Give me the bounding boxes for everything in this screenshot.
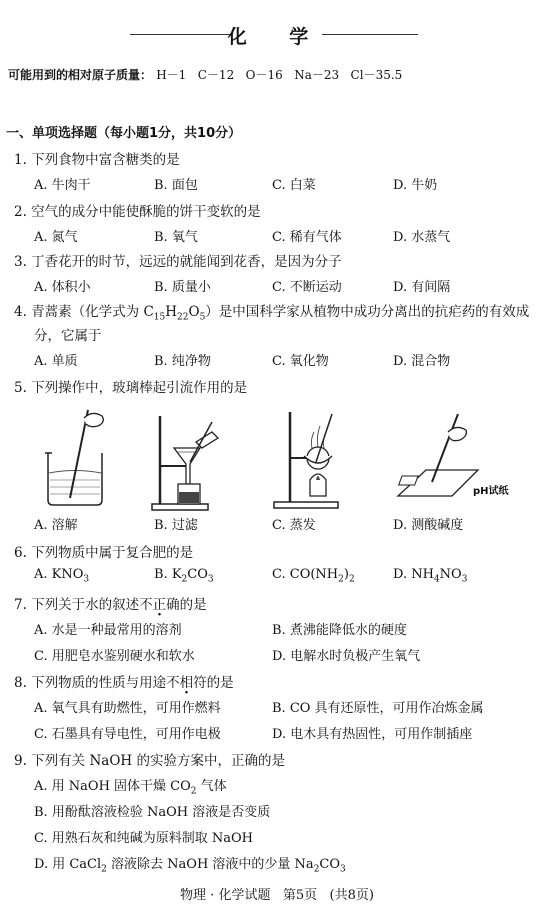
question-9-option-d: D. 用 CaCl$_2$ 溶液除去 NaOH 溶液中的少量 $Na_2CO_3$ — [34, 857, 346, 875]
question-8-option-a: A. 氧气具有助燃性，可用作燃料 — [34, 701, 221, 716]
evaporation-diagram — [272, 406, 352, 511]
question-6-stem: 6. 下列物质中属于复合肥的是 — [14, 545, 194, 561]
question-9-option-b: B. 用酚酞溶液检验 NaOH 溶液是否变质 — [34, 805, 271, 820]
page-footer: 物理 · 化学试题 第5页 (共8页) — [180, 888, 374, 903]
question-5-option-c: C. 蒸发 — [272, 518, 316, 533]
atomic-mass-label: 可能用到的相对原子质量： — [8, 68, 153, 82]
question-5-option-b: B. 过滤 — [154, 518, 198, 533]
question-5-option-a: A. 溶解 — [34, 518, 78, 533]
question-7-option-b: B. 煮沸能降低水的硬度 — [272, 623, 407, 638]
emphasis-text: 不正确 — [139, 597, 180, 613]
question-6-option-b: B. $K_2CO_3$ — [154, 567, 214, 585]
question-3-option-a: A. 体积小 — [34, 280, 91, 295]
question-3-option-c: C. 不断运动 — [272, 280, 342, 295]
question-6-option-a: A. $KNO_3$ — [34, 567, 90, 585]
emphasis-text: 不相符 — [166, 675, 207, 691]
question-8-option-c: C. 石墨具有导电性，可用作电极 — [34, 727, 221, 742]
question-3-option-b: B. 质量小 — [154, 280, 211, 295]
question-8-option-b: B. CO 具有还原性，可用作冶炼金属 — [272, 701, 484, 716]
question-4-option-d: D. 混合物 — [393, 354, 451, 369]
question-4-option-c: C. 氧化物 — [272, 354, 329, 369]
ph-paper-label: pH试纸 — [473, 486, 509, 497]
dissolve-diagram — [40, 408, 110, 508]
question-9-option-c: C. 用熟石灰和纯碱为原料制取 NaOH — [34, 831, 254, 846]
question-4-stem-cont: 分，它属于 — [34, 328, 102, 344]
question-5-stem: 5. 下列操作中，玻璃棒起引流作用的是 — [14, 380, 248, 396]
question-4-option-a: A. 单质 — [34, 354, 78, 369]
question-1-stem: 1. 下列食物中富含糖类的是 — [14, 152, 180, 168]
question-8-option-d: D. 电木具有热固性，可用作制插座 — [272, 727, 473, 742]
ph-test-diagram — [392, 410, 482, 505]
question-8-stem: 8. 下列物质的性质与用途不相符的是 — [14, 675, 234, 691]
question-5-option-d: D. 测酸碱度 — [393, 518, 464, 533]
question-9-stem: 9. 下列有关 NaOH 的实验方案中，正确的是 — [14, 753, 285, 769]
atomic-mass-values: H－1 C－12 O－16 Na－23 Cl－35.5 — [156, 68, 403, 82]
question-7-option-c: C. 用肥皂水鉴别硬水和软水 — [34, 649, 195, 664]
question-2-option-b: B. 氧气 — [154, 230, 198, 245]
question-7-option-a: A. 水是一种最常用的溶剂 — [34, 623, 182, 638]
question-6-option-d: D. $NH_4NO_3$ — [393, 567, 468, 585]
question-1-option-d: D. 牛奶 — [393, 178, 438, 193]
question-1-option-b: B. 面包 — [154, 178, 198, 193]
question-2-option-c: C. 稀有气体 — [272, 230, 342, 245]
question-7-option-d: D. 电解水时负极产生氧气 — [272, 649, 421, 664]
question-4-option-b: B. 纯净物 — [154, 354, 211, 369]
question-7-stem: 7. 下列关于水的叙述不正确的是 — [14, 597, 207, 613]
question-1-option-c: C. 白菜 — [272, 178, 316, 193]
question-1-option-a: A. 牛肉干 — [34, 178, 91, 193]
question-6-option-c: C. $CO(NH_2)_2$ — [272, 567, 355, 585]
section-title: 一、单项选择题（每小题1分，共10分） — [6, 126, 242, 141]
question-3-stem: 3. 丁香花开的时节，远远的就能闻到花香，是因为分子 — [14, 254, 342, 270]
question-2-option-a: A. 氮气 — [34, 230, 78, 245]
page-title: 化 学 — [227, 26, 327, 48]
question-3-option-d: D. 有间隔 — [393, 280, 451, 295]
question-2-option-d: D. 水蒸气 — [393, 230, 451, 245]
atomic-mass-line — [8, 66, 402, 83]
question-2-stem: 2. 空气的成分中能使酥脆的饼干变软的是 — [14, 204, 261, 220]
filtration-diagram — [150, 408, 230, 513]
question-4-stem: 4. 青蒿素（化学式为 $C_{15}H_{22}O_5$）是中国科学家从植物中成功分离出的抗疟药的有效成 — [14, 304, 530, 323]
question-9-option-a: A. 用 NaOH 固体干燥 $CO_2$ 气体 — [34, 779, 227, 797]
header — [0, 22, 554, 46]
